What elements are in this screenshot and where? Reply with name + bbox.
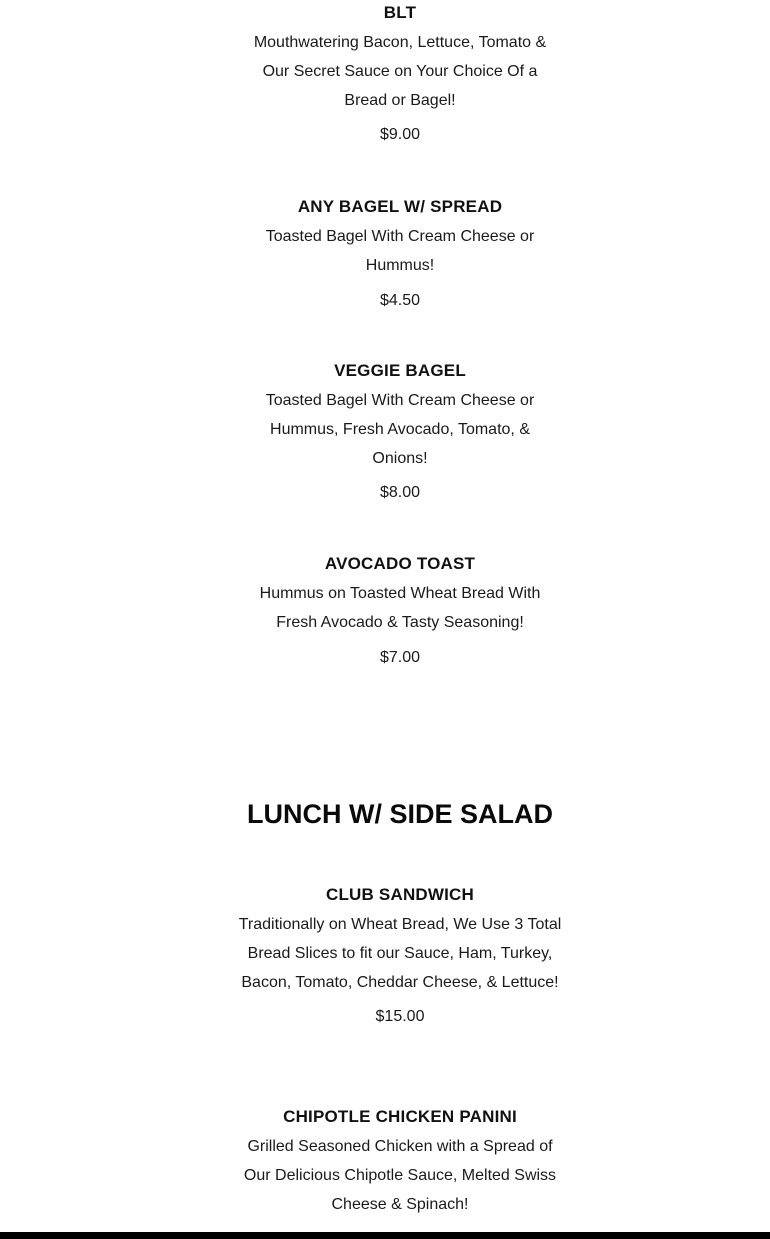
section-title: LUNCH W/ SIDE SALAD [247, 799, 553, 829]
menu-item-chipotle-chicken-panini [200, 1105, 600, 1219]
item-name: BLT [383, 3, 417, 22]
item-price: $7.00 [379, 648, 421, 666]
bottom-bar [0, 1232, 770, 1239]
item-description: Toasted Bagel With Cream Cheese or Hummus, Fresh Avocado, Tomato, & Onions! [265, 392, 535, 467]
item-price: $9.00 [379, 126, 421, 144]
item-price: $4.50 [379, 291, 421, 309]
menu-item-club-sandwich [200, 883, 600, 1028]
item-price: $15.00 [375, 1008, 425, 1026]
menu-item-blt [200, 1, 600, 146]
item-description: Hummus on Toasted Wheat Bread With Fresh Avocado & Tasty Seasoning! [259, 585, 541, 631]
item-description: Toasted Bagel With Cream Cheese or Hummus! [265, 228, 535, 274]
item-price: $8.00 [379, 484, 421, 502]
menu-item-veggie-bagel [200, 359, 600, 504]
item-name: CLUB SANDWICH [325, 885, 475, 904]
menu-item-avocado-toast [200, 552, 600, 669]
item-name: VEGGIE BAGEL [334, 361, 466, 380]
menu-item-any-bagel [200, 195, 600, 312]
item-name: CHIPOTLE CHICKEN PANINI [283, 1107, 517, 1126]
item-name: AVOCADO TOAST [324, 554, 476, 573]
item-description: Traditionally on Wheat Bread, We Use 3 Total Bread Slices to fit our Sauce, Ham, Turkey, Bacon, Tomato, Cheddar Cheese, & Lettuce! [238, 916, 562, 991]
item-name: ANY BAGEL W/ SPREAD [297, 197, 503, 216]
item-description: Mouthwatering Bacon, Lettuce, Tomato & Our Secret Sauce on Your Choice Of a Bread or Bagel! [253, 34, 547, 109]
item-description: Grilled Seasoned Chicken with a Spread of Our Delicious Chipotle Sauce, Melted Swiss Cheese & Spinach! [243, 1138, 557, 1213]
